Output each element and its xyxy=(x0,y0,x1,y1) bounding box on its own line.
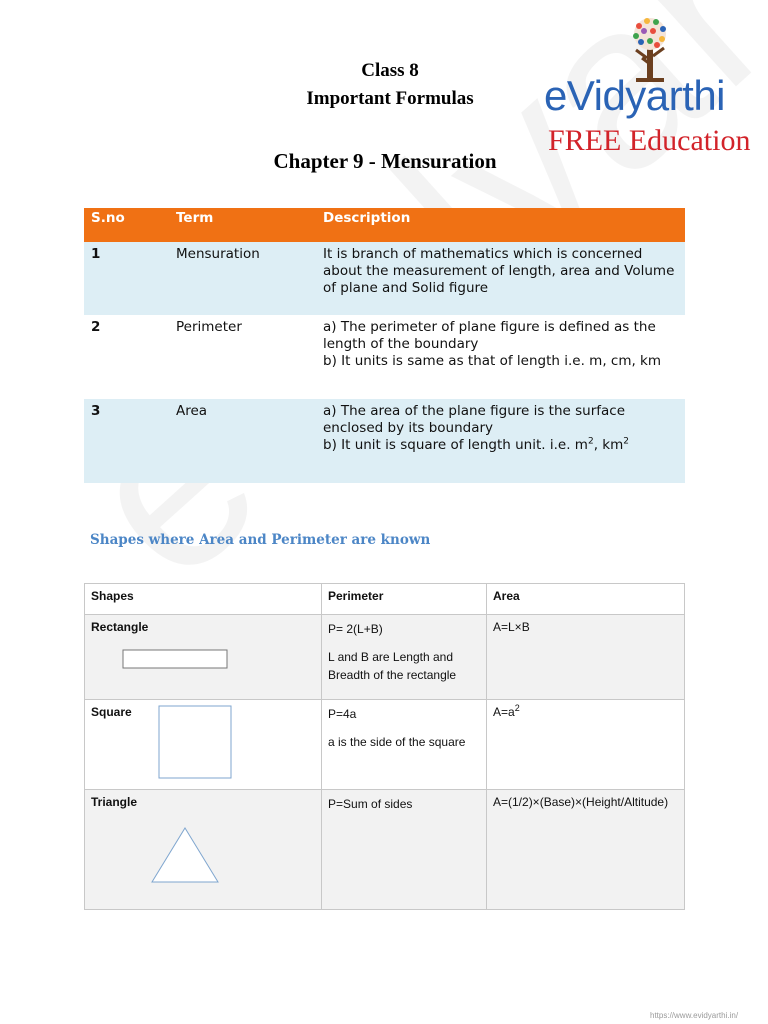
unit-text: b) It unit is square of length unit. i.e. m xyxy=(323,437,588,453)
description-line: a) The area of the plane figure is the surface enclosed by its boundary xyxy=(323,403,626,436)
row-description xyxy=(316,315,685,399)
row-sno: 1 xyxy=(84,242,169,315)
footer-url[interactable]: https://www.evidyarthi.in/ xyxy=(650,1011,739,1020)
unit-text: , km xyxy=(593,437,624,453)
evidyarthi-logo[interactable] xyxy=(540,10,760,160)
table-row xyxy=(84,242,685,315)
col-term-header: Term xyxy=(169,208,316,242)
shape-name: Square xyxy=(91,705,132,719)
shape-name: Rectangle xyxy=(91,620,149,634)
perimeter-cell xyxy=(322,790,487,910)
logo-tagline: FREE Education xyxy=(548,124,751,157)
area-formula: A=a xyxy=(493,705,515,719)
shapes-heading: Shapes where Area and Perimeter are known xyxy=(90,532,431,548)
row-sno: 2 xyxy=(84,315,169,399)
col-area-header: Area xyxy=(487,584,685,615)
area-formula: A=(1/2)×(Base)×(Height/Altitude) xyxy=(493,795,669,809)
area-cell xyxy=(487,615,685,700)
shape-table-header xyxy=(85,584,685,615)
perimeter-note: a is the side of the square xyxy=(328,735,466,749)
col-shapes-header: Shapes xyxy=(85,584,322,615)
superscript: 2 xyxy=(587,436,594,447)
shape-cell xyxy=(85,615,322,700)
perimeter-formula: P=4a xyxy=(328,707,357,721)
superscript: 2 xyxy=(514,703,520,713)
table-row xyxy=(84,399,685,483)
shape-table xyxy=(84,583,685,910)
term-table xyxy=(84,208,685,483)
row-sno: 3 xyxy=(84,399,169,483)
logo-name: eVidyarthi xyxy=(544,72,726,119)
area-formula: A=L×B xyxy=(493,620,530,634)
row-term: Area xyxy=(169,399,316,483)
table-row xyxy=(85,790,685,910)
triangle-shape-icon xyxy=(150,826,220,886)
col-perimeter-header: Perimeter xyxy=(322,584,487,615)
row-term: Mensuration xyxy=(169,242,316,315)
row-term: Perimeter xyxy=(169,315,316,399)
shape-cell xyxy=(85,790,322,910)
area-cell xyxy=(487,790,685,910)
class-title: Class 8 xyxy=(361,60,419,81)
chapter-title: Chapter 9 - Mensuration xyxy=(273,149,497,173)
perimeter-cell xyxy=(322,700,487,790)
rectangle-shape-icon xyxy=(121,646,231,672)
superscript: 2 xyxy=(623,436,629,447)
row-description: It is branch of mathematics which is concerned about the measurement of length, area and Volume of plane and Solid figure xyxy=(316,242,685,315)
description-line xyxy=(323,437,678,454)
description-line: b) It units is same as that of length i.e. m, cm, km xyxy=(323,353,662,369)
term-table-header xyxy=(84,208,685,242)
table-row xyxy=(85,615,685,700)
shape-cell xyxy=(85,700,322,790)
table-row xyxy=(84,315,685,399)
page-title: Important Formulas xyxy=(306,88,474,109)
perimeter-formula: P= 2(L+B) xyxy=(328,622,383,636)
description-line: a) The perimeter of plane figure is defined as the length of the boundary xyxy=(323,319,656,352)
shape-name: Triangle xyxy=(91,795,138,809)
table-row xyxy=(85,700,685,790)
col-description-header: Description xyxy=(316,208,685,242)
perimeter-note: L and B are Length and Breadth of the rectangle xyxy=(328,650,457,682)
col-sno-header: S.no xyxy=(84,208,169,242)
area-cell xyxy=(487,700,685,790)
perimeter-cell xyxy=(322,615,487,700)
perimeter-formula: P=Sum of sides xyxy=(328,797,413,811)
square-shape-icon xyxy=(157,704,233,782)
row-description xyxy=(316,399,685,483)
